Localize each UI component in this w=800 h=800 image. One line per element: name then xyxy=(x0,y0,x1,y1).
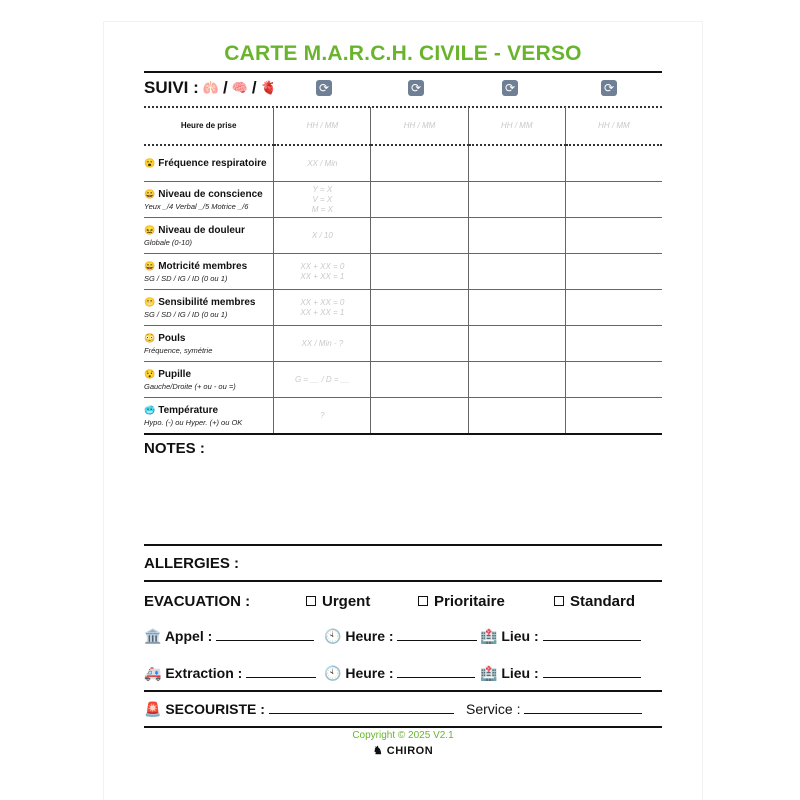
value-cell[interactable] xyxy=(371,254,468,290)
clock-icon: 🕙 xyxy=(324,665,342,681)
value-cell[interactable] xyxy=(565,182,662,218)
ambulance-icon: 🚑 xyxy=(144,665,162,681)
evacuation-label: EVACUATION : xyxy=(144,593,251,610)
value-cell[interactable]: XX + XX = 0 XX + XX = 1 xyxy=(274,254,371,290)
value-cell[interactable] xyxy=(468,182,565,218)
value-cell[interactable]: X / 10 xyxy=(274,218,371,254)
heure-label: Heure : xyxy=(345,665,394,681)
row-label xyxy=(144,218,274,254)
row-title-text: Niveau de douleur xyxy=(158,224,245,236)
value-cell[interactable] xyxy=(468,145,565,182)
table-row xyxy=(144,362,662,398)
separator: / xyxy=(222,78,228,97)
row-title-text: Fréquence respiratoire xyxy=(158,158,267,169)
refresh-icon[interactable]: ⟳ xyxy=(316,80,332,96)
value-cell[interactable] xyxy=(371,145,468,182)
value-cell[interactable] xyxy=(371,182,468,218)
suivi-label: SUIVI : xyxy=(144,78,199,97)
value-cell[interactable] xyxy=(565,362,662,398)
value-cell[interactable]: XX / Min xyxy=(274,145,371,182)
row-title xyxy=(144,297,273,308)
row-subtitle: Globale (0-10) xyxy=(144,237,192,247)
value-cell[interactable]: ? xyxy=(274,398,371,435)
table-row xyxy=(144,326,662,362)
time-cell[interactable]: HH / MM xyxy=(565,107,662,145)
row-subtitle: Hypo. (-) ou Hyper. (+) ou OK xyxy=(144,417,243,427)
face-icon: 😮 xyxy=(144,158,156,168)
option-urgent[interactable] xyxy=(306,593,370,610)
row-label xyxy=(144,182,274,218)
value-cell[interactable] xyxy=(468,218,565,254)
value-cell[interactable]: G = __ / D = __ xyxy=(274,362,371,398)
face-icon: 😳 xyxy=(144,332,156,343)
row-title-text: Pouls xyxy=(158,332,186,344)
checkbox[interactable] xyxy=(418,596,428,606)
secouriste-row xyxy=(144,701,662,719)
appel-field[interactable] xyxy=(216,628,314,641)
row-subtitle: SG / SD / IG / ID (0 ou 1) xyxy=(144,309,228,319)
secouriste-field[interactable] xyxy=(269,701,454,714)
divider xyxy=(144,690,662,692)
row-title xyxy=(144,369,273,380)
value-cell[interactable]: XX + XX = 0 XX + XX = 1 xyxy=(274,290,371,326)
row-title xyxy=(144,333,273,344)
checkbox[interactable] xyxy=(554,596,564,606)
value-cell[interactable] xyxy=(468,398,565,435)
separator: / xyxy=(251,78,257,97)
siren-icon: 🚨 xyxy=(144,701,162,717)
value-cell[interactable] xyxy=(371,398,468,435)
value-cell[interactable] xyxy=(371,326,468,362)
lieu-field[interactable] xyxy=(543,665,641,678)
face-icon: 😯 xyxy=(144,368,156,379)
table-row xyxy=(144,182,662,218)
clock-icon: 🕙 xyxy=(324,628,342,644)
divider xyxy=(144,726,662,728)
value-cell[interactable] xyxy=(565,254,662,290)
row-subtitle: Gauche/Droite (+ ou - ou =) xyxy=(144,381,236,391)
appel-label: Appel : xyxy=(164,628,213,644)
value-cell[interactable] xyxy=(565,145,662,182)
suivi-header xyxy=(144,78,277,98)
service-field[interactable] xyxy=(524,701,642,714)
brand-logo xyxy=(104,744,702,757)
heure-label: Heure : xyxy=(345,628,394,644)
row-title xyxy=(144,158,273,169)
horse-icon: ♞ xyxy=(372,745,384,757)
lieu-field[interactable] xyxy=(543,628,641,641)
option-label: Prioritaire xyxy=(434,593,505,610)
row-label xyxy=(144,326,274,362)
copyright: Copyright © 2025 V2.1 xyxy=(352,730,454,741)
row-title-text: Motricité membres xyxy=(158,260,248,272)
value-cell[interactable]: Y = X V = X M = X xyxy=(274,182,371,218)
table-row xyxy=(144,145,662,182)
notes-label: NOTES : xyxy=(144,440,205,457)
row-subtitle: Fréquence, symétrie xyxy=(144,345,213,355)
value-cell[interactable] xyxy=(371,290,468,326)
appel-row xyxy=(144,628,662,646)
row-title xyxy=(144,225,273,236)
extraction-field[interactable] xyxy=(246,665,316,678)
table-row xyxy=(144,254,662,290)
vitals-table xyxy=(144,107,662,435)
value-cell[interactable]: XX / Min - ? xyxy=(274,326,371,362)
lungs-icon: 🫁 xyxy=(202,80,219,95)
row-label xyxy=(144,254,274,290)
table-row xyxy=(144,290,662,326)
service-label: Service : xyxy=(466,701,521,717)
header-label: Heure de prise xyxy=(144,107,274,145)
divider xyxy=(144,544,662,546)
heure-field[interactable] xyxy=(397,628,477,641)
checkbox[interactable] xyxy=(306,596,316,606)
face-icon: 😀 xyxy=(144,188,156,199)
refresh-icon[interactable]: ⟳ xyxy=(601,80,617,96)
brand-name: CHIRON xyxy=(386,745,434,757)
face-icon: 😄 xyxy=(144,260,156,271)
hospital-icon: 🏥 xyxy=(480,665,498,681)
row-title xyxy=(144,261,273,272)
refresh-icon[interactable]: ⟳ xyxy=(408,80,424,96)
option-label: Standard xyxy=(570,593,636,610)
table-row xyxy=(144,218,662,254)
face-icon: 😬 xyxy=(144,296,156,307)
value-cell[interactable] xyxy=(565,290,662,326)
extraction-label: Extraction : xyxy=(165,665,243,681)
value-cell[interactable] xyxy=(468,362,565,398)
divider xyxy=(144,71,662,73)
page-title: CARTE M.A.R.C.H. CIVILE - VERSO xyxy=(224,42,582,65)
value-cell[interactable] xyxy=(468,254,565,290)
row-title-text: Pupille xyxy=(158,368,192,380)
face-icon: 😖 xyxy=(144,224,156,235)
lieu-label: Lieu : xyxy=(501,665,539,681)
value-cell[interactable] xyxy=(565,326,662,362)
row-title-text: Température xyxy=(158,404,219,416)
row-label xyxy=(144,290,274,326)
row-subtitle: Yeux _/4 Verbal _/5 Motrice _/6 xyxy=(144,201,249,211)
hospital-icon: 🏥 xyxy=(480,628,498,644)
brain-icon: 🧠 xyxy=(231,80,248,95)
extraction-row xyxy=(144,665,662,683)
value-cell[interactable] xyxy=(468,290,565,326)
time-cell[interactable]: HH / MM xyxy=(274,107,371,145)
row-label xyxy=(144,398,274,435)
value-cell[interactable] xyxy=(371,362,468,398)
value-cell[interactable] xyxy=(565,218,662,254)
time-cell[interactable]: HH / MM xyxy=(371,107,468,145)
lieu-label: Lieu : xyxy=(501,628,539,644)
value-cell[interactable] xyxy=(371,218,468,254)
time-cell[interactable]: HH / MM xyxy=(468,107,565,145)
divider xyxy=(144,580,662,582)
option-standard[interactable] xyxy=(554,593,635,610)
row-title xyxy=(144,189,273,200)
option-label: Urgent xyxy=(322,593,371,610)
row-label xyxy=(144,145,274,182)
row-title-text: Niveau de conscience xyxy=(158,188,263,200)
form-card xyxy=(104,22,702,800)
building-icon: 🏛️ xyxy=(144,628,162,644)
value-cell[interactable] xyxy=(468,326,565,362)
face-icon: 🥶 xyxy=(144,404,156,415)
value-cell[interactable] xyxy=(565,398,662,435)
refresh-icon[interactable]: ⟳ xyxy=(502,80,518,96)
option-prioritaire[interactable] xyxy=(418,593,505,610)
secouriste-label: SECOURISTE : xyxy=(165,701,265,717)
allergies-label: ALLERGIES : xyxy=(144,555,240,572)
heure-field[interactable] xyxy=(397,665,475,678)
table-row xyxy=(144,398,662,435)
row-title-text: Sensibilité membres xyxy=(158,296,256,308)
row-subtitle: SG / SD / IG / ID (0 ou 1) xyxy=(144,273,228,283)
row-title xyxy=(144,405,273,416)
row-label xyxy=(144,362,274,398)
heart-icon: 🫀 xyxy=(260,80,277,95)
table-header-row xyxy=(144,107,662,145)
